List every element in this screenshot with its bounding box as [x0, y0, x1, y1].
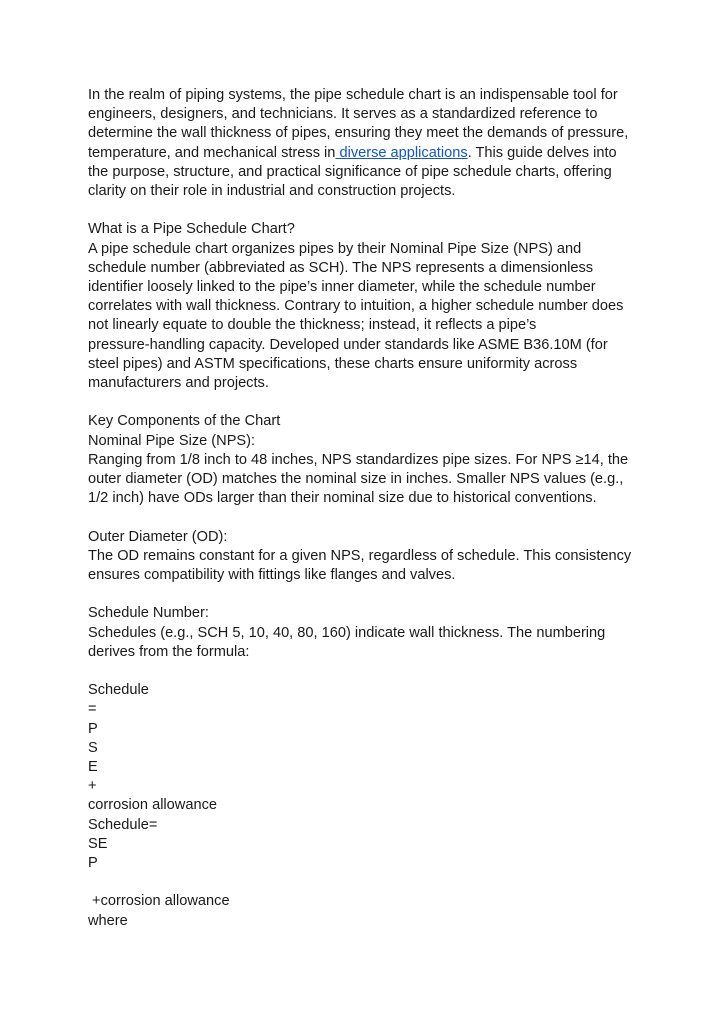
body-line: correlates with wall thickness. Contrary to intuition, a higher schedule number does	[88, 298, 624, 315]
formula-line: P	[88, 855, 98, 872]
formula-line: Schedule	[88, 682, 149, 699]
body-line: Schedules (e.g., SCH 5, 10, 40, 80, 160) indicate wall thickness. The numbering	[88, 624, 606, 641]
body-line: derives from the formula:	[88, 643, 250, 660]
subsection-heading: Schedule Number:	[88, 605, 209, 622]
outer-diameter-section	[88, 528, 648, 586]
intro-text: . This guide delves into	[467, 144, 617, 161]
intro-line: engineers, designers, and technicians. It serves as a standardized reference to	[88, 106, 598, 123]
schedule-number-section	[88, 604, 648, 662]
body-line: identifier loosely linked to the pipe’s inner diameter, while the schedule number	[88, 279, 596, 296]
formula-line: corrosion allowance	[88, 797, 217, 814]
body-line: A pipe schedule chart organizes pipes by their Nominal Pipe Size (NPS) and	[88, 240, 582, 257]
intro-line: In the realm of piping systems, the pipe schedule chart is an indispensable tool for	[88, 87, 618, 103]
formula-line: +corrosion allowance	[88, 893, 230, 910]
body-line: manufacturers and projects.	[88, 375, 269, 392]
body-line: 1/2 inch) have ODs larger than their nominal size due to historical conventions.	[88, 490, 597, 507]
subsection-heading: Nominal Pipe Size (NPS):	[88, 432, 256, 449]
body-line: not linearly equate to double the thickness; instead, it reflects a pipe’s	[88, 317, 537, 334]
intro-line-with-link	[88, 144, 648, 163]
formula-line: +	[88, 778, 97, 795]
body-line: pressure-handling capacity. Developed under standards like ASME B36.10M (for	[88, 336, 608, 353]
body-line: ensures compatibility with fittings like flanges and valves.	[88, 567, 456, 584]
body-line: steel pipes) and ASTM specifications, these charts ensure uniformity across	[88, 355, 578, 372]
body-line: outer diameter (OD) matches the nominal size in inches. Smaller NPS values (e.g.,	[88, 471, 624, 488]
what-is-section	[88, 220, 648, 393]
formula-block	[88, 681, 648, 931]
formula-line: Schedule=	[88, 816, 158, 833]
section-heading: Key Components of the Chart	[88, 413, 281, 430]
subsection-heading: Outer Diameter (OD):	[88, 528, 228, 545]
document-page	[88, 86, 648, 950]
formula-line: S	[88, 739, 98, 756]
intro-line: the purpose, structure, and practical significance of pipe schedule charts, offering	[88, 163, 612, 180]
formula-line: P	[88, 720, 98, 737]
formula-line: =	[88, 701, 97, 718]
body-line: schedule number (abbreviated as SCH). The NPS represents a dimensionless	[88, 259, 594, 276]
body-line: Ranging from 1/8 inch to 48 inches, NPS standardizes pipe sizes. For NPS ≥14, the	[88, 451, 629, 468]
body-line: The OD remains constant for a given NPS, regardless of schedule. This consistency	[88, 547, 632, 564]
key-components-section	[88, 412, 648, 508]
formula-line: E	[88, 759, 98, 776]
intro-line: determine the wall thickness of pipes, ensuring they meet the demands of pressure,	[88, 125, 629, 142]
formula-line: where	[88, 912, 128, 929]
intro-line: clarity on their role in industrial and construction projects.	[88, 183, 456, 200]
blank-line	[88, 873, 648, 892]
formula-line: SE	[88, 835, 108, 852]
intro-paragraph	[88, 86, 648, 201]
diverse-applications-link[interactable]: diverse applications	[335, 144, 468, 161]
section-heading: What is a Pipe Schedule Chart?	[88, 221, 295, 238]
intro-text: temperature, and mechanical stress in	[88, 144, 336, 161]
